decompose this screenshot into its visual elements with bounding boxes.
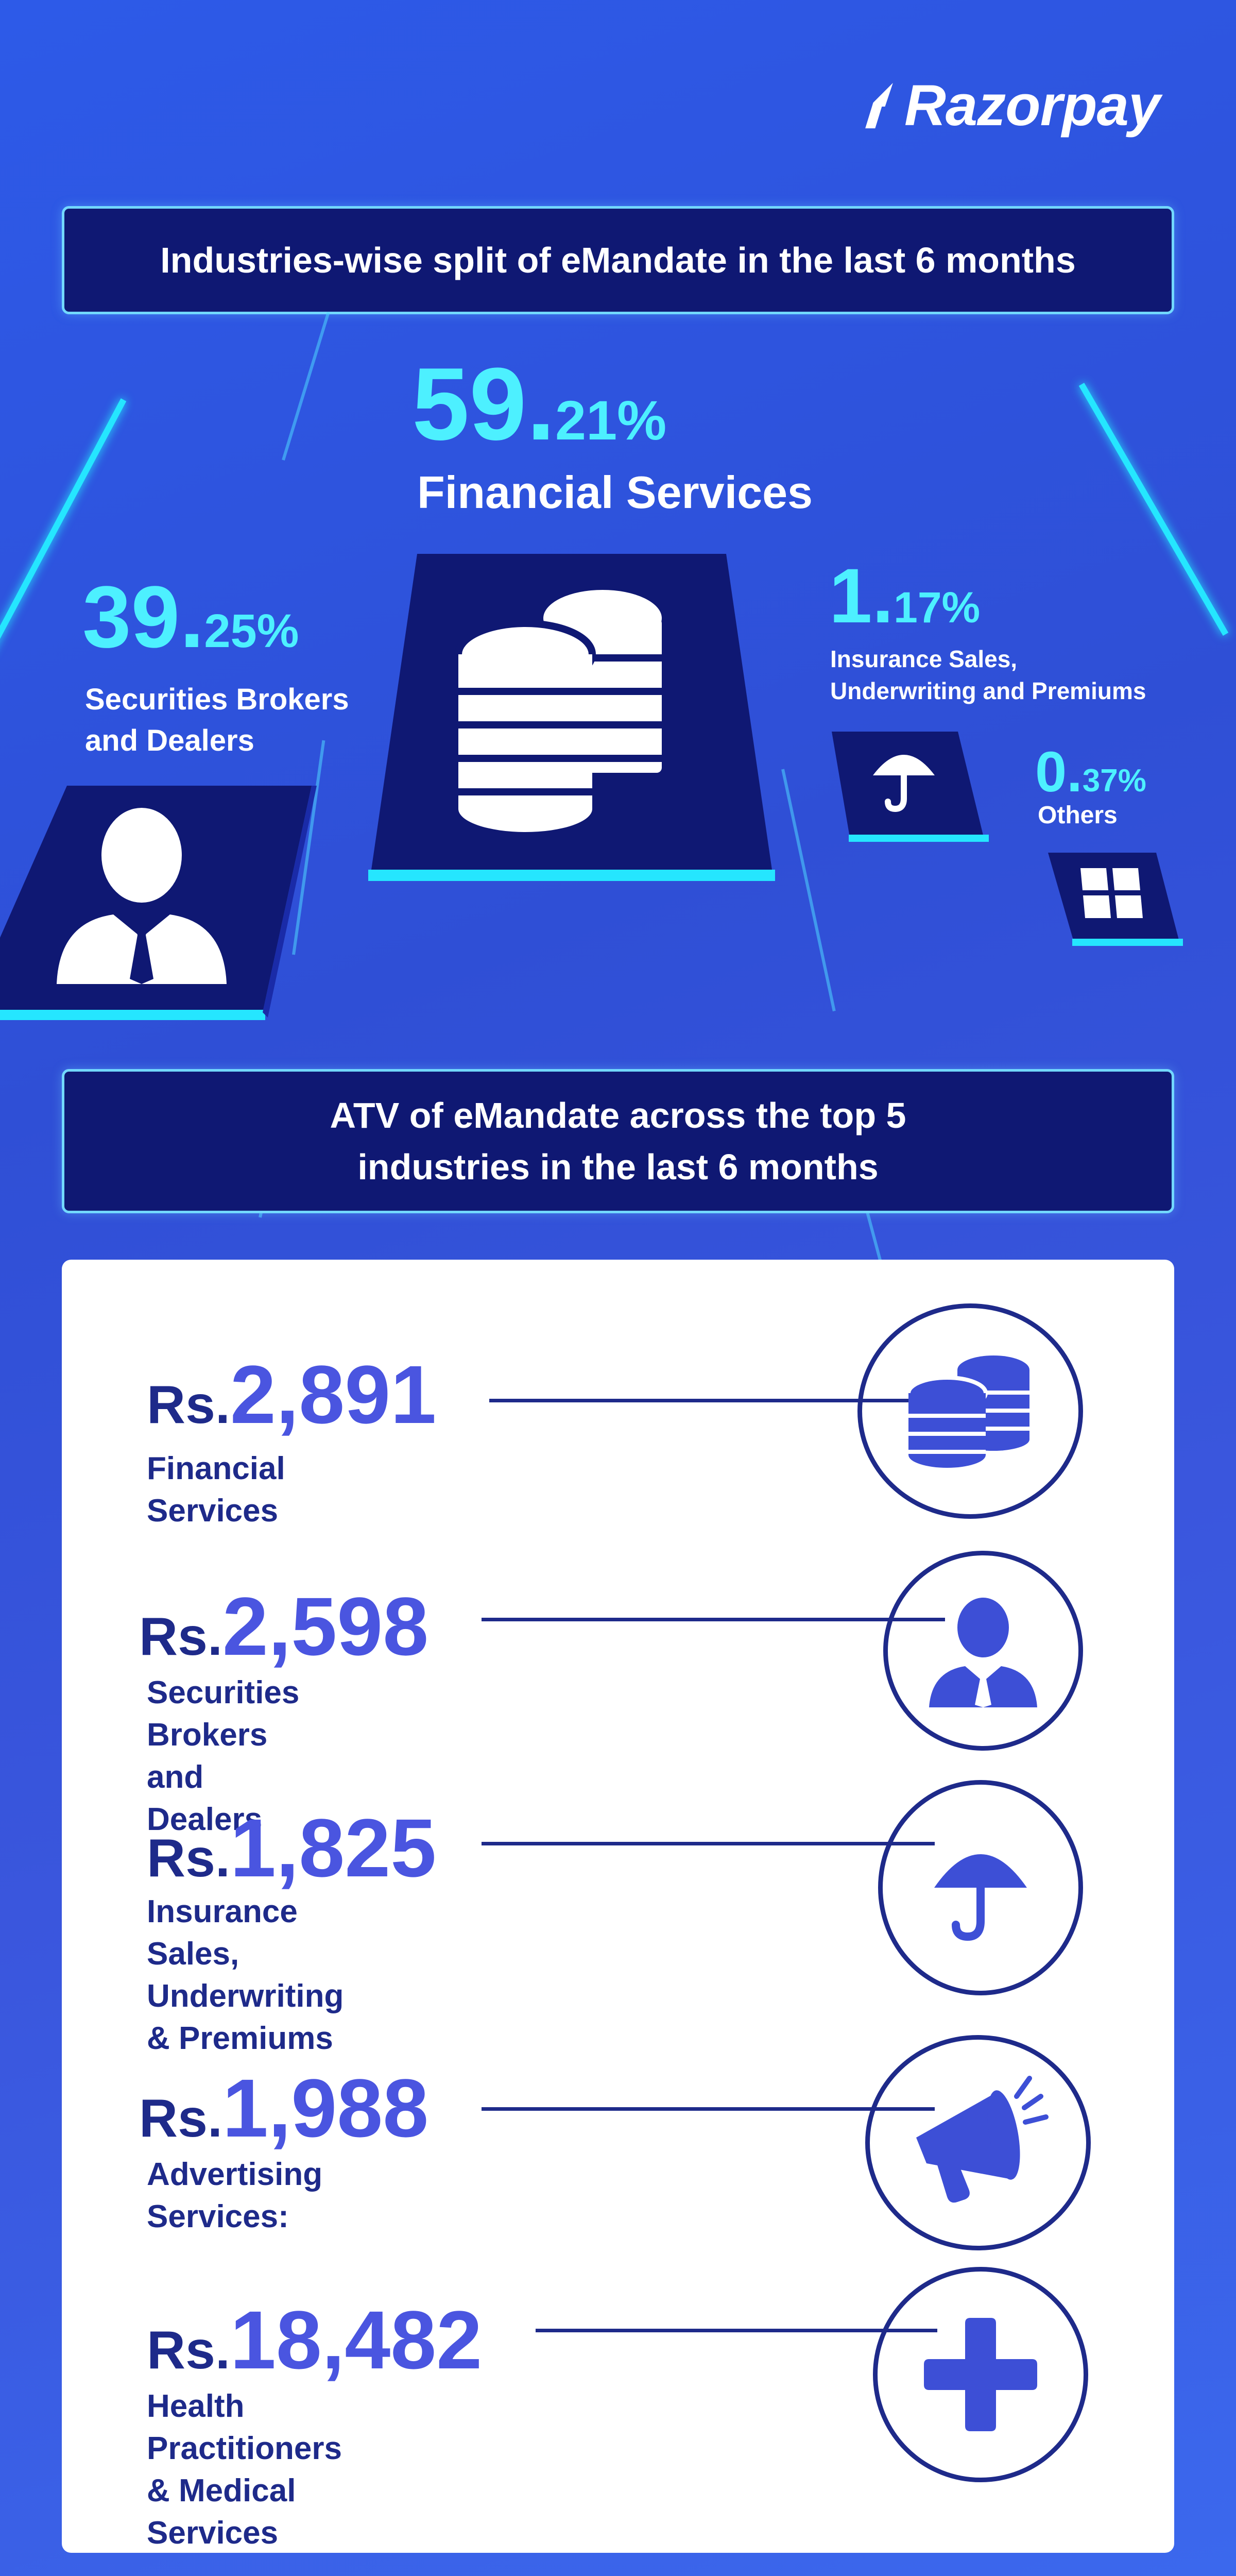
person-icon <box>926 1594 1040 1707</box>
section1-title-text: Industries-wise split of eMandate in the last 6 months <box>160 240 1076 280</box>
label-insurance: Insurance Sales, Underwriting and Premiums <box>830 646 1146 704</box>
umbrella-icon <box>870 742 937 814</box>
connector-line <box>482 1618 945 1621</box>
atv-name-insurance: Insurance Sales, Underwriting & Premiums <box>147 1894 344 2056</box>
label-others: Others <box>1038 802 1118 829</box>
connector-line <box>482 1842 935 1845</box>
icon-circle <box>873 2267 1088 2482</box>
pct-securities-brokers: 39.25% <box>82 568 299 666</box>
atv-name-advertising: Advertising Services: <box>147 2157 323 2234</box>
section1-title <box>62 206 1174 314</box>
megaphone-icon <box>906 2076 1050 2210</box>
pct-insurance: 1.17% <box>829 552 981 639</box>
coins-icon <box>903 1349 1037 1473</box>
icon-circle <box>883 1551 1083 1751</box>
atv-name-financial-services: Financial Services <box>147 1451 285 1529</box>
atv-value-financial-services: Rs.2,891 <box>147 1348 437 1440</box>
umbrella-icon <box>929 1831 1032 1944</box>
icon-circle <box>878 1780 1083 1995</box>
connector-line <box>536 2329 937 2332</box>
medical-cross-icon <box>924 2318 1037 2431</box>
atv-value-securities-brokers: Rs.2,598 <box>139 1580 429 1672</box>
atv-card <box>62 1260 1174 2553</box>
decor-line-thin-1 <box>282 312 330 461</box>
atv-name-health: Health Practitioners & Medical Services <box>147 2388 342 2551</box>
atv-value-advertising: Rs.1,988 <box>139 2062 429 2154</box>
brand-name: Razorpay <box>904 73 1160 138</box>
label-securities-brokers: Securities Brokers and Dealers <box>85 683 349 757</box>
decor-line-right <box>1079 383 1228 636</box>
razorpay-logo-top <box>859 72 1160 139</box>
label-financial-services: Financial Services <box>417 467 813 518</box>
razorpay-mark-icon <box>859 81 899 130</box>
atv-value-insurance: Rs.1,825 <box>147 1802 437 1894</box>
grid-icon <box>1076 866 1148 922</box>
person-icon <box>52 804 232 984</box>
section2-title: ATV of eMandate across the top 5 industries in the last 6 months <box>62 1069 1174 1213</box>
atv-name-securities-brokers: Securities Brokers and Dealers <box>147 1675 300 1837</box>
pct-others: 0.37% <box>1035 740 1146 804</box>
connector-line <box>482 2107 935 2111</box>
coins-icon <box>448 582 685 835</box>
atv-value-health: Rs.18,482 <box>147 2294 483 2386</box>
decor-line-thin-3 <box>781 769 836 1011</box>
pct-financial-services: 59.21% <box>412 347 667 462</box>
icon-circle <box>865 2035 1091 2250</box>
icon-circle <box>857 1303 1083 1519</box>
